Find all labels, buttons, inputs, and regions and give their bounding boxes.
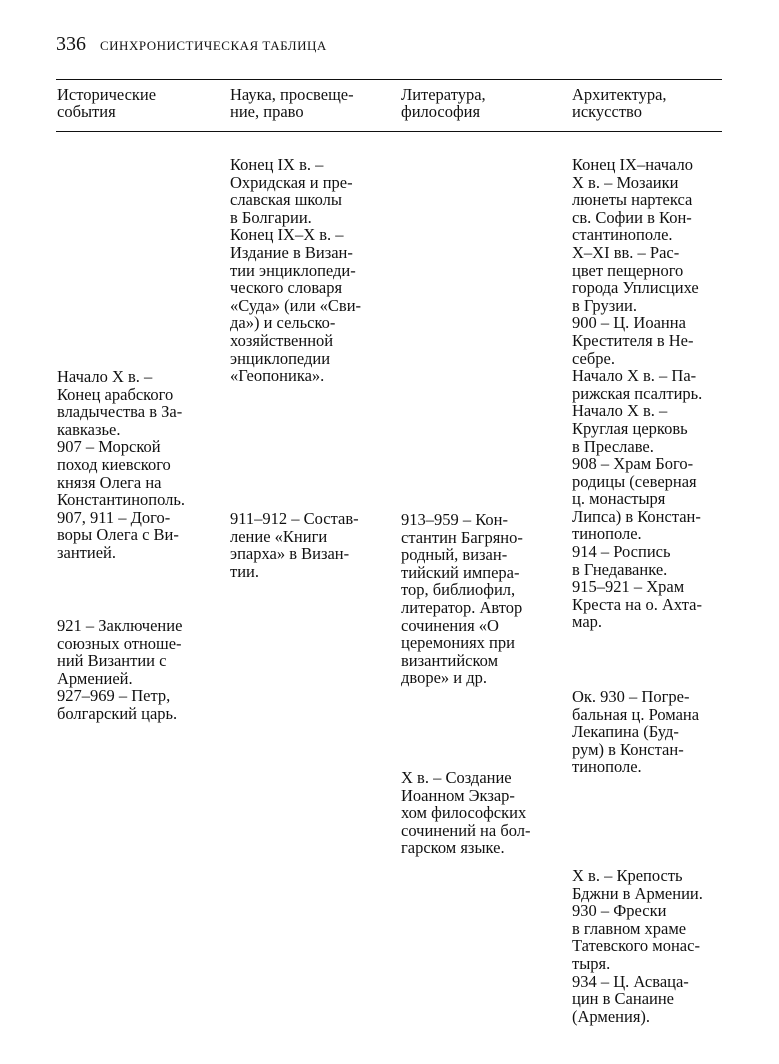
entry-line: Начало X в. – [572, 401, 668, 421]
entry-line: X в. – Создание [401, 768, 512, 787]
entry-line: ц. монастыря [572, 489, 666, 509]
column-header-line: ние, право [230, 102, 304, 121]
entry-line: цин в Санаине [572, 989, 674, 1009]
entry-line: Конец IX–начало [572, 155, 693, 174]
column-header-science [230, 86, 354, 120]
entry-line: Арменией. [57, 668, 133, 688]
entry-line: Липса) в Констан- [572, 506, 701, 526]
entry-line: мар. [572, 612, 603, 632]
entry-line: Круглая церковь [572, 418, 688, 438]
entry-line: тор, библиофил, [401, 580, 516, 600]
architecture-entry [572, 867, 703, 1025]
entry-line: воры Олега с Ви- [57, 525, 179, 545]
entry-line: литератор. Автор [401, 597, 523, 617]
column-header-line: искусство [572, 102, 642, 121]
entry-line: 930 – Фрески [572, 901, 667, 921]
entry-line: ление «Книги [230, 526, 328, 546]
entry-line: сочинений на бол- [401, 820, 531, 840]
entry-line: рижская псалтирь. [572, 383, 703, 403]
entry-line: церемониях при [401, 633, 515, 653]
entry-line: X в. – Крепость [572, 866, 683, 885]
entry-line: болгарский царь. [57, 703, 178, 723]
entry-line: «Геопоника». [230, 366, 325, 386]
entry-line: цвет пещерного [572, 260, 684, 280]
entry-line: 913–959 – Кон- [401, 510, 509, 529]
entry-line: хом философских [401, 803, 527, 823]
entry-line: 914 – Роспись [572, 542, 671, 562]
entry-line: сочинения «О [401, 615, 499, 635]
entry-line: поход киевского [57, 454, 171, 474]
entry-line: города Уплисцихе [572, 278, 699, 298]
history-entry [57, 368, 185, 562]
entry-line: кавказье. [57, 419, 121, 439]
entry-line: Конец IX–X в. – [230, 225, 344, 245]
column-header-literature [401, 86, 486, 120]
column-header-history [57, 86, 156, 120]
column-header-line: Наука, просвеще- [230, 85, 354, 104]
history-entry [57, 617, 182, 723]
entry-line: 907 – Морской [57, 437, 161, 457]
entry-line: византийском [401, 650, 499, 670]
entry-line: Конец IX в. – [230, 155, 324, 174]
entry-line: в главном храме [572, 918, 687, 938]
entry-line: Начало X в. – [57, 367, 153, 386]
entry-line: X–XI вв. – Рас- [572, 242, 680, 262]
entry-line: ческого словаря [230, 278, 343, 298]
entry-line: родный, визан- [401, 545, 508, 565]
entry-line: X в. – Мозаики [572, 172, 679, 192]
entry-line: «Суда» (или «Сви- [230, 295, 362, 315]
entry-line: Начало X в. – Па- [572, 366, 697, 386]
entry-line: стантин Багряно- [401, 527, 523, 547]
science-entry [230, 156, 361, 385]
entry-line: Татевского монас- [572, 936, 700, 956]
entry-line: тыря. [572, 953, 611, 973]
entry-line: Конец арабского [57, 384, 174, 404]
page-number: 336 [56, 33, 86, 55]
column-header-line: Литература, [401, 85, 486, 104]
entry-line: Иоанном Экзар- [401, 785, 515, 805]
entry-line: в Преславе. [572, 436, 654, 456]
entry-line: да») и сельско- [230, 313, 336, 333]
entry-line: тийский импера- [401, 562, 520, 582]
page-header [56, 33, 327, 56]
table-header-rule [56, 131, 722, 132]
column-header-line: Исторические [57, 85, 157, 104]
entry-line: бальная ц. Романа [572, 704, 700, 724]
entry-line: князя Олега на [57, 472, 162, 492]
literature-entry [401, 769, 530, 857]
entry-line: в Болгарии. [230, 207, 312, 227]
entry-line: хозяйственной [230, 330, 334, 350]
table-top-rule [56, 79, 722, 80]
entry-line: славская школы [230, 190, 342, 210]
entry-line: Константинополь. [57, 490, 186, 510]
entry-line: 915–921 – Храм [572, 577, 685, 597]
entry-line: 927–969 – Петр, [57, 686, 171, 706]
entry-line: 900 – Ц. Иоанна [572, 313, 686, 333]
entry-line: 907, 911 – Дого- [57, 507, 171, 527]
entry-line: рум) в Констан- [572, 739, 684, 759]
entry-line: тинополе. [572, 757, 642, 777]
entry-line: тии. [230, 561, 259, 581]
column-header-line: философия [401, 102, 481, 121]
entry-line: 921 – Заключение [57, 616, 183, 635]
entry-line: Бджни в Армении. [572, 883, 703, 903]
entry-line: эпарха» в Визан- [230, 544, 350, 564]
architecture-entry [572, 688, 699, 776]
entry-line: 908 – Храм Бого- [572, 454, 694, 474]
entry-line: 934 – Ц. Асваца- [572, 971, 689, 991]
literature-entry [401, 511, 523, 687]
entry-line: Крестителя в Не- [572, 330, 694, 350]
entry-line: зантией. [57, 542, 116, 562]
entry-line: 911–912 – Состав- [230, 509, 359, 528]
science-entry [230, 510, 359, 580]
entry-line: св. Софии в Кон- [572, 207, 692, 227]
entry-line: в Грузии. [572, 295, 638, 315]
column-header-line: Архитектура, [572, 85, 667, 104]
architecture-entry [572, 156, 702, 631]
column-header-line: события [57, 102, 116, 121]
entry-line: тинополе. [572, 524, 642, 544]
entry-line: дворе» и др. [401, 668, 487, 688]
entry-line: тии энциклопеди- [230, 260, 356, 280]
entry-line: ний Византии с [57, 651, 167, 671]
entry-line: энциклопедии [230, 348, 331, 368]
column-header-architecture [572, 86, 667, 120]
running-title: СИНХРОНИСТИЧЕСКАЯ ТАБЛИЦА [100, 38, 327, 53]
entry-line: союзных отноше- [57, 633, 182, 653]
entry-line: Издание в Визан- [230, 242, 353, 262]
entry-line: Креста на о. Ахта- [572, 594, 702, 614]
entry-line: (Армения). [572, 1006, 651, 1026]
entry-line: себре. [572, 348, 615, 368]
entry-line: люнеты нартекса [572, 190, 693, 210]
entry-line: стантинополе. [572, 225, 673, 245]
entry-line: Охридская и пре- [230, 172, 353, 192]
entry-line: в Гнедаванке. [572, 559, 668, 579]
entry-line: Лекапина (Буд- [572, 722, 679, 742]
entry-line: гарском языке. [401, 838, 505, 858]
entry-line: владычества в За- [57, 402, 183, 422]
entry-line: родицы (северная [572, 471, 697, 491]
entry-line: Ок. 930 – Погре- [572, 687, 690, 706]
